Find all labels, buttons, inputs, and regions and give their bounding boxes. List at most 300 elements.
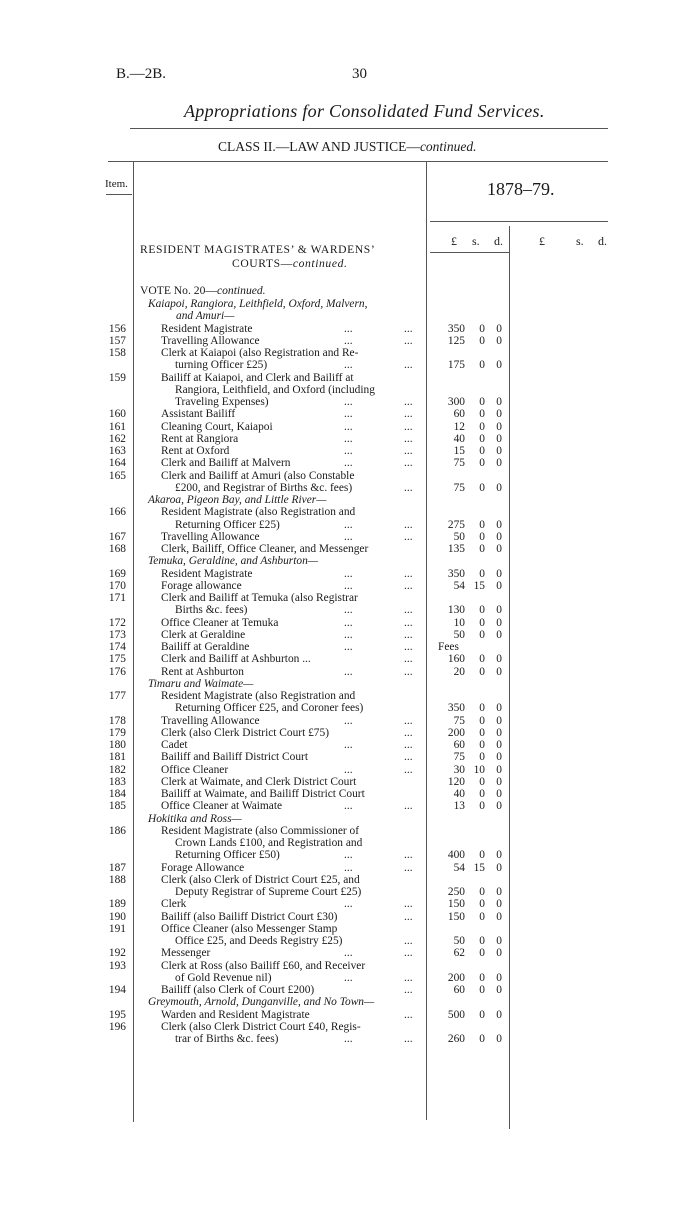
item-number: 186	[108, 824, 126, 837]
leader-dots: ...	[344, 457, 353, 470]
table-row	[0, 776, 700, 788]
amount-pounds: 50	[453, 628, 465, 641]
amount-pence: 0	[496, 628, 502, 641]
subsection-heading	[0, 678, 700, 690]
amount-pence: 0	[496, 800, 502, 813]
amount-pounds: 120	[447, 775, 465, 788]
item-number: 181	[108, 751, 126, 764]
subsection-heading-text: Akaroa, Pigeon Bay, and Little River—	[148, 494, 327, 506]
amount-pence: 0	[496, 849, 502, 862]
pence-header-2: d.	[598, 234, 607, 248]
amount-pence: 0	[496, 947, 502, 960]
amount-pounds: 400	[447, 849, 465, 862]
item-number: 171	[108, 592, 126, 604]
item-description: Births &c. fees)	[175, 604, 248, 617]
item-description: Clerk at Ross (also Bailiff £60, and Receiver	[161, 959, 366, 972]
item-number: 175	[108, 653, 126, 666]
leader-dots: ...	[404, 984, 413, 996]
leader-dots: ...	[404, 910, 413, 923]
shilling-header-2: s.	[576, 234, 584, 248]
item-description: Office Cleaner (also Messenger Stamp	[161, 922, 338, 935]
amount-shillings: 0	[479, 947, 485, 960]
item-number: 158	[108, 347, 126, 359]
amount-pounds: 54	[453, 861, 465, 874]
item-description: Travelling Allowance	[161, 714, 260, 727]
amount-shillings: 0	[479, 359, 485, 372]
leader-dots: ...	[404, 518, 413, 531]
amount-pounds: 350	[447, 567, 465, 580]
leader-dots: ...	[344, 334, 353, 347]
leader-dots: ...	[344, 322, 353, 335]
leader-dots: ...	[404, 322, 413, 335]
table-row	[0, 800, 700, 812]
leader-dots: ...	[404, 665, 413, 678]
table-row	[0, 960, 700, 985]
vote-heading	[140, 284, 266, 297]
amount-shillings: 15	[473, 861, 485, 874]
amount-pounds: 150	[447, 898, 465, 911]
amount-pence: 0	[496, 518, 502, 531]
item-description: Returning Officer £25, and Coroner fees)	[175, 702, 364, 715]
item-description: Bailiff at Geraldine	[161, 641, 250, 653]
amount-pounds: 10	[453, 616, 465, 629]
item-description: of Gold Revenue nil)	[175, 971, 272, 984]
item-description: Resident Magistrate	[161, 567, 253, 580]
table-row	[0, 347, 700, 372]
amount-shillings: 0	[479, 788, 485, 800]
amount-pence: 0	[496, 861, 502, 874]
table-row	[0, 764, 700, 776]
amount-pence: 0	[496, 714, 502, 727]
item-number: 164	[108, 457, 126, 470]
item-description: trar of Births &c. fees)	[175, 1033, 279, 1045]
leader-dots: ...	[404, 481, 413, 494]
item-number: 163	[108, 445, 126, 457]
leader-dots: ...	[404, 714, 413, 727]
amount-pence: 0	[496, 886, 502, 898]
amount-shillings: 0	[479, 457, 485, 470]
table-row	[0, 825, 700, 862]
item-description: Clerk (also Clerk of District Court £25, and	[161, 873, 360, 886]
item-number: 196	[108, 1020, 126, 1033]
amount-pence: 0	[496, 751, 502, 764]
leader-dots: ...	[404, 653, 413, 666]
item-description: Bailiff and Bailiff District Court	[161, 751, 309, 764]
item-number: 189	[108, 898, 126, 911]
leader-dots: ...	[344, 763, 353, 776]
subsection-heading	[0, 813, 700, 825]
pence-header-1: d.	[494, 234, 503, 248]
amount-shillings: 0	[479, 1008, 485, 1021]
amount-shillings: 0	[479, 775, 485, 788]
amount-shillings: 0	[479, 800, 485, 813]
item-number: 162	[108, 432, 126, 445]
table-row	[0, 911, 700, 923]
amount-shillings: 0	[479, 518, 485, 531]
amount-shillings: 0	[479, 567, 485, 580]
amount-pence: 0	[496, 445, 502, 457]
item-description: Traveling Expenses)	[175, 396, 269, 408]
amount-pence: 0	[496, 1008, 502, 1021]
table-row	[0, 433, 700, 445]
amount-pounds: 15	[453, 445, 465, 457]
page-number: 30	[352, 66, 367, 82]
item-number: 167	[108, 530, 126, 543]
item-number: 174	[108, 641, 126, 653]
class-heading-text: CLASS II.—LAW AND JUSTICE—	[218, 139, 420, 154]
table-row	[0, 372, 700, 409]
item-description: Clerk	[161, 898, 187, 911]
item-description: Travelling Allowance	[161, 530, 260, 543]
amount-pounds: 60	[453, 984, 465, 996]
amount-shillings: 0	[479, 481, 485, 494]
leader-dots: ...	[404, 457, 413, 470]
amount-pounds: 60	[453, 408, 465, 421]
subsection-heading	[0, 555, 700, 567]
item-number: 172	[108, 616, 126, 629]
section-heading-line2	[232, 257, 347, 270]
table-row	[0, 445, 700, 457]
item-description: Rent at Ashburton	[161, 665, 244, 678]
amount-shillings: 0	[479, 408, 485, 421]
amount-pence: 0	[496, 984, 502, 996]
table-row	[0, 421, 700, 433]
leader-dots: ...	[344, 408, 353, 421]
amount-pounds: 40	[453, 788, 465, 800]
amount-shillings: 0	[479, 628, 485, 641]
amount-shillings: 0	[479, 420, 485, 433]
item-number: 183	[108, 775, 126, 788]
item-description: Returning Officer £50)	[175, 849, 280, 862]
item-description: Office Cleaner at Waimate	[161, 800, 283, 813]
item-number: 156	[108, 322, 126, 335]
leader-dots: ...	[344, 420, 353, 433]
item-description: Office £25, and Deeds Registry £25)	[175, 935, 343, 947]
item-description: Bailiff at Waimate, and Bailiff District Court	[161, 788, 365, 800]
item-number: 194	[108, 984, 126, 996]
table-row	[0, 408, 700, 420]
amount-pounds: 135	[447, 543, 465, 555]
item-description: Travelling Allowance	[161, 334, 260, 347]
amount-shillings: 0	[479, 886, 485, 898]
amount-pounds: 20	[453, 665, 465, 678]
item-number: 179	[108, 726, 126, 739]
amount-pounds: 40	[453, 432, 465, 445]
amount-pence: 0	[496, 775, 502, 788]
leader-dots: ...	[344, 530, 353, 543]
leader-dots: ...	[404, 739, 413, 751]
amount-pence: 0	[496, 396, 502, 408]
item-description: Clerk and Bailiff at Ashburton ...	[161, 653, 311, 666]
amount-pence: 0	[496, 322, 502, 335]
amount-pounds: 275	[447, 518, 465, 531]
amount-shillings: 0	[479, 714, 485, 727]
table-row	[0, 727, 700, 739]
amount-pounds: 50	[453, 530, 465, 543]
amount-pounds: 350	[447, 702, 465, 715]
document-reference: B.—2B.	[116, 66, 167, 82]
table-row	[0, 457, 700, 469]
leader-dots: ...	[344, 898, 353, 911]
amount-shillings: 0	[479, 984, 485, 996]
class-heading-continued: continued.	[419, 139, 477, 154]
item-number: 180	[108, 739, 126, 751]
page-title: Appropriations for Consolidated Fund Services.	[184, 101, 545, 121]
item-description: Resident Magistrate	[161, 322, 253, 335]
item-number: 170	[108, 579, 126, 592]
pound-header-1: £	[451, 234, 457, 248]
item-number: 160	[108, 408, 126, 421]
vote-continued: continued.	[216, 284, 266, 297]
amount-pounds: 300	[447, 396, 465, 408]
item-number: 188	[108, 873, 126, 886]
item-description: Cadet	[161, 739, 188, 751]
amount-shillings: 0	[479, 971, 485, 984]
leader-dots: ...	[404, 359, 413, 372]
leader-dots: ...	[404, 334, 413, 347]
leader-dots: ...	[344, 604, 353, 617]
amount-pounds: 60	[453, 739, 465, 751]
amount-pounds: 200	[447, 726, 465, 739]
amount-shillings: 0	[479, 604, 485, 617]
leader-dots: ...	[404, 396, 413, 408]
amount-pounds: 200	[447, 971, 465, 984]
amount-shillings: 0	[479, 910, 485, 923]
subsection-heading	[0, 298, 700, 323]
table-row	[0, 923, 700, 948]
amount-pence: 0	[496, 420, 502, 433]
amount-pence: 0	[496, 604, 502, 617]
class-rule	[108, 161, 608, 162]
item-number: 157	[108, 334, 126, 347]
subsection-heading-text: Kaiapoi, Rangiora, Leithfield, Oxford, Malvern,	[148, 298, 368, 310]
leader-dots: ...	[344, 359, 353, 372]
leader-dots: ...	[344, 1033, 353, 1045]
item-number: 178	[108, 714, 126, 727]
item-number: 166	[108, 506, 126, 519]
leader-dots: ...	[404, 751, 413, 764]
leader-dots: ...	[404, 1033, 413, 1045]
item-description: Rent at Rangiora	[161, 432, 239, 445]
item-number: 177	[108, 690, 126, 702]
amount-pence: 0	[496, 334, 502, 347]
item-description: Assistant Bailiff	[161, 408, 236, 421]
table-row	[0, 898, 700, 910]
table-row	[0, 617, 700, 629]
amount-pence: 0	[496, 665, 502, 678]
leader-dots: ...	[404, 971, 413, 984]
amount-pounds: 250	[447, 886, 465, 898]
amount-pence: 0	[496, 579, 502, 592]
amount-shillings: 0	[479, 334, 485, 347]
item-number: 193	[108, 959, 126, 972]
amount-shillings: 0	[479, 653, 485, 666]
leader-dots: ...	[404, 861, 413, 874]
amount-pence: 0	[496, 432, 502, 445]
item-number: 185	[108, 800, 126, 813]
item-number: 173	[108, 628, 126, 641]
table-row	[0, 1021, 700, 1046]
amount-pounds: 13	[453, 800, 465, 813]
item-description: turning Officer £25)	[175, 359, 268, 372]
item-description: Office Cleaner at Temuka	[161, 616, 279, 629]
leader-dots: ...	[344, 396, 353, 408]
amount-shillings: 15	[473, 579, 485, 592]
amount-shillings: 0	[479, 849, 485, 862]
amount-shillings: 0	[479, 935, 485, 947]
table-row	[0, 984, 700, 996]
table-row	[0, 751, 700, 763]
leader-dots: ...	[344, 616, 353, 629]
leader-dots: ...	[404, 763, 413, 776]
table-row	[0, 739, 700, 751]
amount-pence: 0	[496, 567, 502, 580]
item-description: Deputy Registrar of Supreme Court £25)	[175, 886, 362, 898]
amount-pence: 0	[496, 530, 502, 543]
amount-pounds: 75	[453, 751, 465, 764]
amount-pence: 0	[496, 726, 502, 739]
item-description: Forage Allowance	[161, 861, 245, 874]
leader-dots: ...	[344, 971, 353, 984]
amount-shillings: 0	[479, 726, 485, 739]
amount-pence: 0	[496, 898, 502, 911]
leader-dots: ...	[404, 947, 413, 960]
title-rule	[130, 128, 608, 129]
table-row	[0, 323, 700, 335]
amount-pence: 0	[496, 543, 502, 555]
leader-dots: ...	[344, 579, 353, 592]
amount-pence: 0	[496, 457, 502, 470]
class-heading	[218, 139, 477, 155]
amount-pence: 0	[496, 935, 502, 947]
subsection-heading	[0, 996, 700, 1008]
subsection-heading-text: and Amuri—	[176, 310, 235, 323]
amount-pence: 0	[496, 910, 502, 923]
amount-pence: 0	[496, 739, 502, 751]
item-description: Crown Lands £100, and Registration and	[175, 837, 363, 849]
item-description: Clerk (also Clerk District Court £40, Regis-	[161, 1020, 361, 1033]
leader-dots: ...	[344, 432, 353, 445]
table-row	[0, 641, 700, 653]
item-description: Clerk (also Clerk District Court £75)	[161, 726, 329, 739]
item-description: Clerk and Bailiff at Temuka (also Registrar	[161, 592, 358, 604]
amount-pence: 0	[496, 971, 502, 984]
leader-dots: ...	[344, 739, 353, 751]
amount-shillings: 0	[479, 396, 485, 408]
item-description: Bailiff (also Bailiff District Court £30)	[161, 910, 338, 923]
table-row	[0, 874, 700, 899]
year-underline	[430, 221, 608, 222]
item-number: 195	[108, 1008, 126, 1021]
section-heading-courts: COURTS—	[232, 257, 293, 270]
table-row	[0, 580, 700, 592]
item-description: Clerk and Bailiff at Malvern	[161, 457, 291, 470]
leader-dots: ...	[404, 579, 413, 592]
table-row	[0, 690, 700, 715]
subsection-heading-text: Hokitika and Ross—	[148, 812, 242, 825]
amount-pence: 0	[496, 763, 502, 776]
table-row	[0, 862, 700, 874]
amount-pounds: 12	[453, 420, 465, 433]
item-description: Cleaning Court, Kaiapoi	[161, 420, 273, 433]
amount-pounds: 260	[447, 1033, 465, 1045]
amount-shillings: 0	[479, 445, 485, 457]
item-description: Resident Magistrate (also Registration and	[161, 506, 356, 519]
item-number: 182	[108, 763, 126, 776]
leader-dots: ...	[404, 567, 413, 580]
section-heading-continued: continued.	[292, 257, 348, 270]
amount-pounds: 54	[453, 579, 465, 592]
leader-dots: ...	[404, 408, 413, 421]
amount-shillings: 0	[479, 751, 485, 764]
subsection-heading	[0, 494, 700, 506]
amount-pence: 0	[496, 408, 502, 421]
amount-pounds: 130	[447, 604, 465, 617]
leader-dots: ...	[344, 445, 353, 457]
item-number: 165	[108, 469, 126, 482]
item-description: Resident Magistrate (also Commissioner of	[161, 824, 360, 837]
pound-header-2: £	[539, 234, 545, 248]
item-description: Bailiff at Kaiapoi, and Clerk and Bailiff at	[161, 371, 354, 384]
leader-dots: ...	[344, 567, 353, 580]
item-description: Resident Magistrate (also Registration and	[161, 690, 356, 702]
leader-dots: ...	[344, 641, 353, 653]
amount-shillings: 0	[479, 665, 485, 678]
leader-dots: ...	[404, 641, 413, 653]
amount-pounds: 150	[447, 910, 465, 923]
table-row	[0, 1009, 700, 1021]
currency-underline	[430, 252, 510, 253]
table-row	[0, 335, 700, 347]
amount-pounds: 75	[453, 457, 465, 470]
item-number: 190	[108, 910, 126, 923]
table-row	[0, 531, 700, 543]
leader-dots: ...	[344, 947, 353, 960]
amount-shillings: 0	[479, 530, 485, 543]
amount-pence: 0	[496, 1033, 502, 1045]
table-row	[0, 543, 700, 555]
table-row	[0, 653, 700, 665]
table-row	[0, 506, 700, 531]
amount-pence: 0	[496, 702, 502, 715]
shilling-header-1: s.	[472, 234, 480, 248]
amount-pounds: 125	[447, 334, 465, 347]
item-number: 192	[108, 947, 126, 960]
amount-shillings: 10	[473, 763, 485, 776]
amount-shillings: 0	[479, 322, 485, 335]
table-row	[0, 715, 700, 727]
section-heading-line1: RESIDENT MAGISTRATES’ & WARDENS’	[140, 243, 376, 256]
item-description: Rangiora, Leithfield, and Oxford (including	[175, 383, 375, 396]
amount-pounds: 75	[453, 714, 465, 727]
item-description: Clerk at Waimate, and Clerk District Court	[161, 775, 357, 788]
leader-dots: ...	[404, 445, 413, 457]
leader-dots: ...	[404, 420, 413, 433]
subsection-heading-text: Timaru and Waimate—	[148, 677, 254, 690]
item-description: Rent at Oxford	[161, 445, 230, 457]
amount-shillings: 0	[479, 616, 485, 629]
amount-shillings: 0	[479, 543, 485, 555]
item-description: Warden and Resident Magistrate	[161, 1008, 310, 1021]
leader-dots: ...	[404, 616, 413, 629]
amount-shillings: 0	[479, 739, 485, 751]
item-description: Clerk at Kaiapoi (also Registration and Re-	[161, 347, 359, 359]
amount-pence: 0	[496, 481, 502, 494]
table-row	[0, 592, 700, 617]
leader-dots: ...	[404, 530, 413, 543]
table-row	[0, 568, 700, 580]
item-description: Clerk, Bailiff, Office Cleaner, and Messenger	[161, 543, 369, 555]
